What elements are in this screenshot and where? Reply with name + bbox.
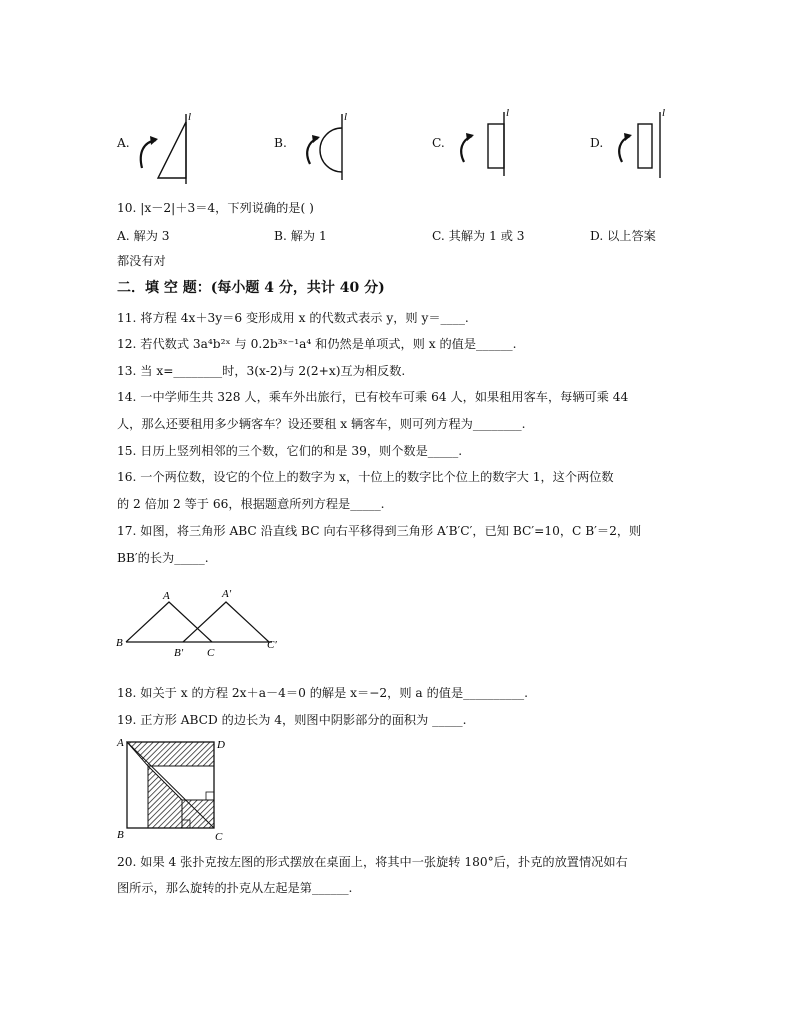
q17-label-b-prime: B′: [174, 647, 184, 659]
q17-line-2: BB′的长为_____.: [117, 551, 209, 565]
q17-label-a-prime: A′: [222, 588, 232, 600]
q12: 12. 若代数式 3a⁴b²ˣ 与 0.2b³ˣ⁻¹a⁴ 和仍然是单项式，则 x 的值是______.: [117, 337, 517, 351]
q9-option-d-letter: D.: [590, 136, 604, 150]
q20-line-1: 20. 如果 4 张扑克按左图的形式摆放在桌面上，将其中一张旋转 180°后，扑克的放置情况如右: [117, 855, 628, 869]
q14-line-2: 人，那么还要租用多少辆客车？设还要租 x 辆客车，则可列方程为________.: [117, 417, 526, 431]
q9-option-b-letter: B.: [274, 136, 287, 150]
q20-line-2: 图所示，那么旋转的扑克从左起是第______.: [117, 881, 353, 895]
q9-b-line-label: l: [344, 111, 348, 123]
q11: 11. 将方程 4x＋3y＝6 变形成用 x 的代数式表示 y，则 y＝____.: [117, 311, 469, 325]
q19-label-c: C: [215, 831, 223, 843]
q9-option-a-letter: A.: [117, 136, 130, 150]
q9-option-a-figure: [134, 108, 204, 186]
q9-c-line-label: l: [506, 107, 510, 119]
q16-line-2: 的 2 倍加 2 等于 66，根据题意所列方程是_____.: [117, 497, 385, 511]
q15: 15. 日历上竖列相邻的三个数，它们的和是 39，则个数是_____.: [117, 444, 463, 458]
q17-line-1: 17. 如图，将三角形 ABC 沿直线 BC 向右平移得到三角形 A′B′C′，已知 BC′=10，C B′＝2，则: [117, 524, 642, 538]
q9-option-d-figure: [608, 104, 678, 184]
q10-option-c: C. 其解为 1 或 3: [432, 229, 525, 243]
q13: 13. 当 x=________时，3(x-2)与 2(2+x)互为相反数.: [117, 364, 406, 378]
q9-option-c-letter: C.: [432, 136, 445, 150]
q10-option-a: A. 解为 3: [117, 229, 170, 243]
q17-label-c: C: [207, 647, 215, 659]
q10-continuation: 都没有对: [117, 254, 166, 268]
q19-square-figure: [112, 732, 242, 846]
q9-a-line-label: l: [188, 111, 192, 123]
q19: 19. 正方形 ABCD 的边长为 4，则图中阴影部分的面积为 _____.: [117, 713, 467, 727]
q14-line-1: 14. 一中学师生共 328 人，乘车外出旅行，已有校车可乘 64 人，如果租用客车，每辆可乘 44: [117, 390, 629, 404]
q9-option-c-figure: [452, 104, 522, 184]
q17-triangle-figure: [112, 586, 302, 662]
q10-option-d: D. 以上答案: [590, 229, 656, 243]
q17-label-a: A: [163, 590, 170, 602]
q17-label-c-prime: C′: [267, 639, 277, 651]
q17-label-b: B: [116, 637, 123, 649]
q9-option-b-figure: [296, 108, 366, 186]
q19-label-b: B: [117, 829, 124, 841]
q19-label-d: D: [217, 739, 225, 751]
q16-line-1: 16. 一个两位数，设它的个位上的数字为 x，十位上的数字比个位上的数字大 1，这个两位数: [117, 470, 614, 484]
q19-label-a: A: [117, 737, 124, 749]
section-2-title: 二．填 空 题：(每小题 4 分，共计 40 分): [117, 280, 385, 296]
q10-option-b: B. 解为 1: [274, 229, 327, 243]
q18: 18. 如关于 x 的方程 2x＋a－4＝0 的解是 x＝−2，则 a 的值是__________.: [117, 686, 528, 700]
q10-stem: 10. |x－2|＋3＝4，下列说确的是( ): [117, 201, 314, 215]
q9-d-line-label: l: [662, 107, 666, 119]
